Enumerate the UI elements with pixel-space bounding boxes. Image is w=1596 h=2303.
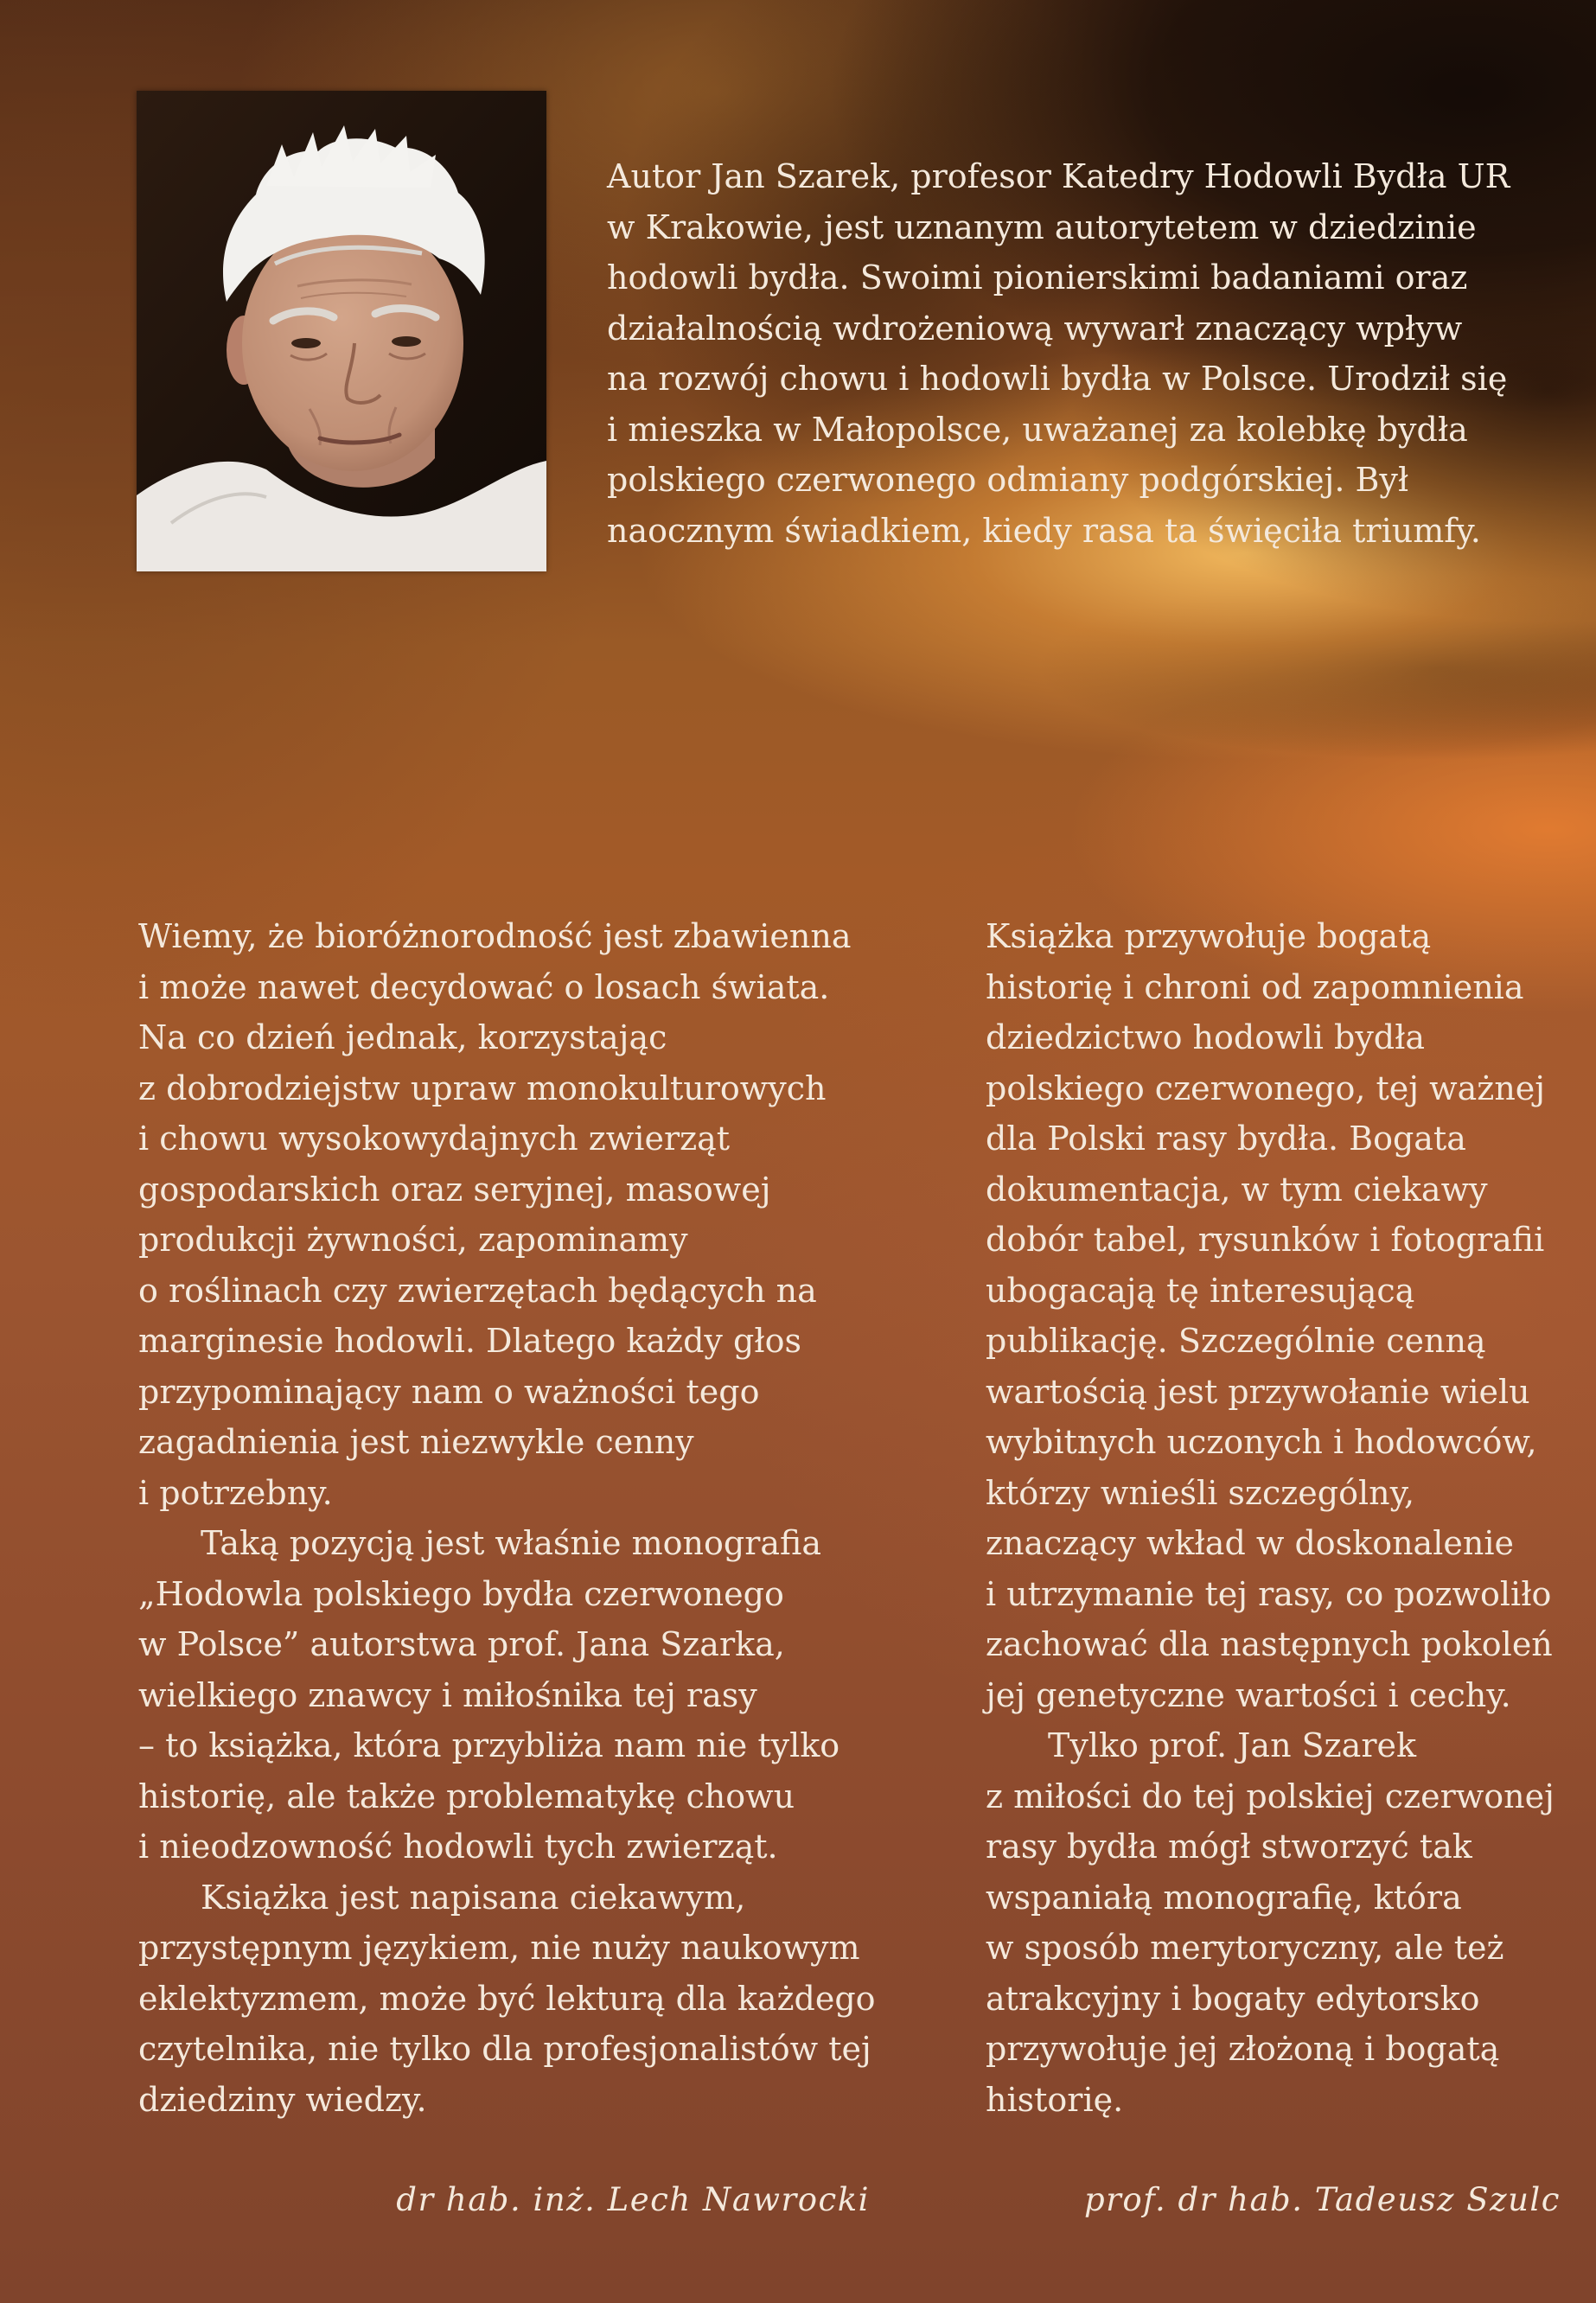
review-left-line: gospodarskich oraz seryjnej, masowej: [138, 1170, 771, 1209]
review-right-line: zachować dla następnych pokoleń: [986, 1625, 1553, 1663]
review-right-line: dobór tabel, rysunków i fotografii: [986, 1221, 1545, 1259]
review-right-line: dziedzictwo hodowli bydła: [986, 1018, 1426, 1056]
review-right-line: przywołuje jej złożoną i bogatą: [986, 2030, 1500, 2068]
review-right-line: którzy wnieśli szczególny,: [986, 1473, 1415, 1512]
review-right-paragraph: [986, 1720, 1555, 2125]
review-left-line: wielkiego znawcy i miłośnika tej rasy: [138, 1675, 757, 1714]
review-left-line: marginesie hodowli. Dlatego każdy głos: [138, 1322, 801, 1360]
review-left-line: i może nawet decydować o losach świata.: [138, 967, 830, 1006]
review-left-line: Książka jest napisana ciekawym,: [201, 1878, 746, 1917]
author-portrait-image: [137, 91, 546, 571]
review-right-line: Książka przywołuje bogatą: [986, 917, 1432, 955]
bio-line: hodowli bydła. Swoimi pionierskimi badaniami oraz: [607, 258, 1468, 297]
review-right-line: dokumentacja, w tym ciekawy: [986, 1170, 1488, 1209]
bio-line: działalnością wdrożeniową wywarł znaczący wpływ: [607, 309, 1463, 348]
review-right-line: historię.: [986, 2080, 1124, 2119]
review-left-line: w Polsce” autorstwa prof. Jana Szarka,: [138, 1625, 785, 1663]
review-left-paragraph: [138, 911, 876, 1518]
review-left-line: i chowu wysokowydajnych zwierząt: [138, 1120, 731, 1158]
author-photo: [137, 91, 546, 571]
bio-line: Autor Jan Szarek, profesor Katedry Hodowli Bydła UR: [607, 157, 1510, 195]
bio-line: i mieszka w Małopolsce, uważanej za kolebkę bydła: [607, 410, 1468, 449]
review-right-line: ubogacają tę interesującą: [986, 1271, 1415, 1310]
review-left-line: Wiemy, że bioróżnorodność jest zbawienna: [138, 917, 852, 955]
reviewer-signature-left: dr hab. inż. Lech Nawrocki: [396, 2181, 870, 2218]
review-left-line: dziedziny wiedzy.: [138, 2080, 427, 2119]
review-left-line: „Hodowla polskiego bydła czerwonego: [138, 1574, 784, 1613]
author-eye-right: [392, 336, 421, 347]
review-left-line: przypominający nam o ważności tego: [138, 1372, 760, 1411]
bio-line: naocznym świadkiem, kiedy rasa ta święciła triumfy.: [607, 511, 1481, 550]
review-right: [986, 911, 1555, 2125]
reviewer-signature-right: prof. dr hab. Tadeusz Szulc: [1083, 2181, 1561, 2218]
review-right-line: jej genetyczne wartości i cechy.: [986, 1675, 1511, 1714]
review-right-line: wybitnych uczonych i hodowców,: [986, 1423, 1537, 1461]
review-right-line: wspaniałą monografię, która: [986, 1878, 1462, 1917]
review-right-line: w sposób merytoryczny, ale też: [986, 1929, 1504, 1967]
review-left-line: – to książka, która przybliża nam nie tylko: [138, 1726, 840, 1764]
review-left-line: zagadnienia jest niezwykle cenny: [138, 1423, 694, 1461]
review-left-line: historię, ale także problematykę chowu: [138, 1777, 795, 1815]
review-left-line: o roślinach czy zwierzętach będących na: [138, 1271, 817, 1310]
review-left-paragraph: [138, 1872, 876, 2126]
review-right-line: znaczący wkład w doskonalenie: [986, 1524, 1514, 1562]
review-right-line: Tylko prof. Jan Szarek: [1048, 1726, 1417, 1764]
review-right-line: wartością jest przywołanie wielu: [986, 1372, 1530, 1411]
bio-line: na rozwój chowu i hodowli bydła w Polsce. Urodził się: [607, 360, 1508, 398]
review-left-paragraph: [138, 1518, 876, 1872]
review-right-line: z miłości do tej polskiej czerwonej: [986, 1777, 1555, 1815]
review-left-line: eklektyzmem, może być lekturą dla każdego: [138, 1979, 876, 2018]
bio-line: w Krakowie, jest uznanym autorytetem w dziedzinie: [607, 207, 1477, 246]
review-right-line: publikację. Szczególnie cenną: [986, 1322, 1486, 1360]
review-left: [138, 911, 876, 2125]
review-right-line: historię i chroni od zapomnienia: [986, 967, 1524, 1006]
review-left-line: i nieodzowność hodowli tych zwierząt.: [138, 1828, 778, 1866]
review-right-line: dla Polski rasy bydła. Bogata: [986, 1120, 1466, 1158]
review-left-line: produkcji żywności, zapominamy: [138, 1221, 688, 1259]
author-eye-left: [291, 338, 321, 348]
review-right-line: polskiego czerwonego, tej ważnej: [986, 1069, 1546, 1107]
author-bio: [607, 151, 1510, 556]
review-right-line: rasy bydła mógł stworzyć tak: [986, 1828, 1472, 1866]
review-left-line: czytelnika, nie tylko dla profesjonalistów tej: [138, 2030, 871, 2068]
review-left-line: przystępnym językiem, nie nuży naukowym: [138, 1929, 860, 1967]
review-left-line: Na co dzień jednak, korzystając: [138, 1018, 667, 1056]
bio-line: polskiego czerwonego odmiany podgórskiej. Był: [607, 461, 1409, 499]
review-left-line: i potrzebny.: [138, 1473, 333, 1512]
review-right-line: i utrzymanie tej rasy, co pozwoliło: [986, 1574, 1552, 1613]
review-right-line: atrakcyjny i bogaty edytorsko: [986, 1979, 1480, 2018]
review-left-line: z dobrodziejstw upraw monokulturowych: [138, 1069, 827, 1107]
review-left-line: Taką pozycją jest właśnie monografia: [201, 1524, 822, 1562]
review-right-paragraph: [986, 911, 1555, 1720]
